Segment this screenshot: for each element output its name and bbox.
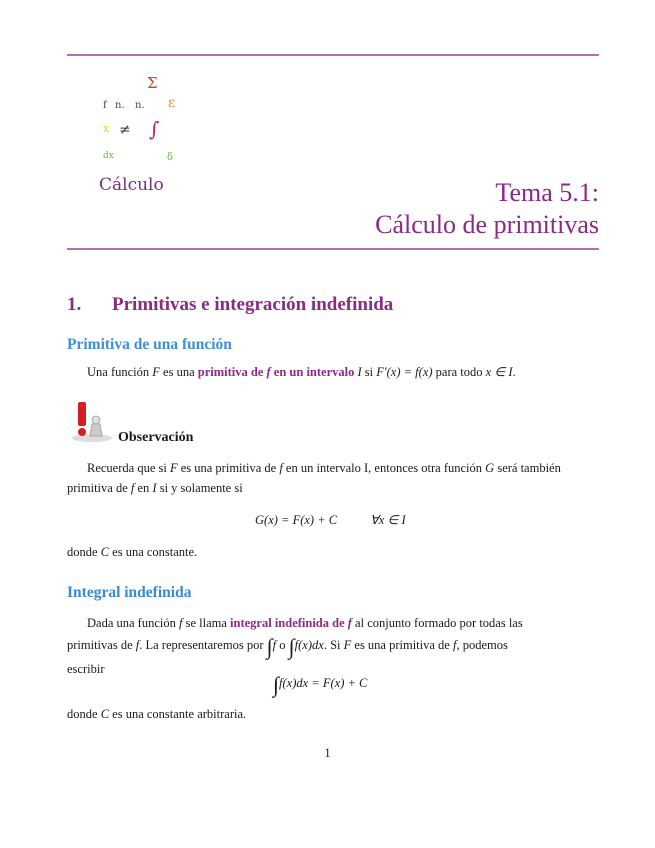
svg-text:n.: n. [135, 100, 145, 111]
integral-after: donde C es una constante arbitraria. [67, 707, 247, 721]
primitiva-definition: Una función F es una primitiva de f en un intervalo I si F′(x) = f(x) para todo x ∈ I. [87, 365, 516, 379]
integral-sign: ∫ [273, 672, 280, 697]
svg-text:f: f [103, 100, 107, 111]
observacion-title: Observación [118, 430, 194, 445]
section-heading [67, 294, 393, 316]
neq-symbol: ≠ [119, 122, 131, 138]
logo-word: Cálculo [99, 175, 164, 195]
title-rule [67, 248, 599, 250]
primitiva-heading: Primitiva de una función [67, 336, 232, 353]
epsilon-symbol: ε [168, 95, 176, 111]
observacion-text: Recuerda que si F es una primitiva de f en un intervalo I, entonces otra función G será también primitiva de f en I si y solamente si [67, 461, 561, 495]
integral-heading: Integral indefinida [67, 584, 192, 601]
logo-graphic [97, 72, 187, 197]
equation-right: ∀x ∈ I [370, 513, 406, 527]
calculo-logo [97, 72, 187, 197]
observacion-after: donde C es una constante. [67, 545, 198, 559]
top-rule [67, 54, 599, 56]
integral-symbol: ∫ [149, 117, 160, 141]
page-title-line1: Tema 5.1: [495, 178, 599, 207]
integral-definition: Dada una función f se llama integral indefinida de f al conjunto formado por todas las primitivas de f. La representaremos por ∫f o ∫f(x)dx. Si F es una primitiva de f, podemos escribir [67, 616, 523, 676]
svg-text:dx: dx [103, 151, 114, 161]
svg-text:n.: n. [115, 100, 125, 111]
integral-equation-body: f(x)dx = F(x) + C [279, 676, 368, 690]
equation-left: G(x) = F(x) + C [255, 513, 338, 527]
svg-text:x: x [103, 122, 110, 135]
observacion-equation [255, 512, 406, 528]
section-number: 1. [67, 294, 82, 315]
page-number: 1 [324, 746, 331, 760]
svg-text:δ: δ [167, 152, 174, 163]
warning-figure-icon [68, 400, 114, 444]
integral-equation [273, 672, 367, 698]
page-title-line2: Cálculo de primitivas [375, 210, 599, 239]
section-title: Primitivas e integración indefinida [112, 294, 394, 315]
sigma-symbol: Σ [147, 74, 158, 92]
